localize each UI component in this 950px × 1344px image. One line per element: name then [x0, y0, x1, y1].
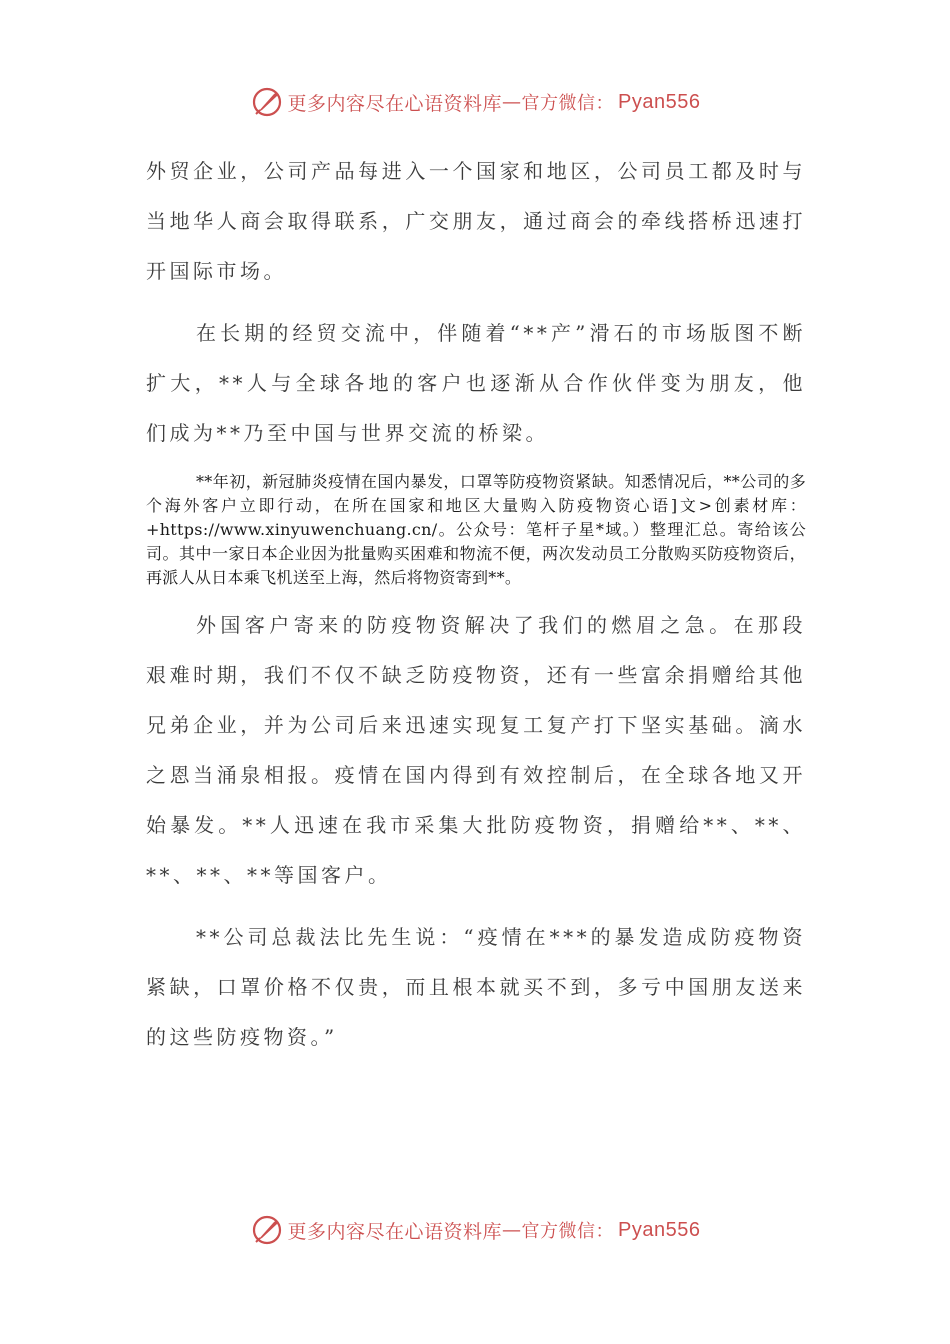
- banner-wechat-label: 官方微信：: [521, 93, 615, 114]
- banner-wechat-label: 官方微信：: [521, 1221, 615, 1242]
- paragraph-5: **公司总裁法比先生说：“疫情在***的暴发造成防疫物资紧缺，口罩价格不仅贵，而且根本就买不到，多亏中国朋友送来的这些防疫物资。”: [146, 925, 806, 1049]
- paragraph-4: 外国客户寄来的防疫物资解决了我们的燃眉之急。在那段艰难时期，我们不仅不缺乏防疫物资，还有一些富余捐赠给其他兄弟企业，并为公司后来迅速实现复工复产打下坚实基础。滴水之恩当涌泉相报。疫情在国内得到有效控制后，在全球各地又开始暴发。**人迅速在我市采集大批防疫物资，捐赠给**、**、**、**、**等国客户。: [146, 613, 806, 887]
- header-banner: [0, 82, 950, 122]
- quill-pen-icon: [250, 1213, 284, 1247]
- banner-text: 更多内容尽在心语资料库: [287, 92, 503, 115]
- footer-banner: [0, 1210, 950, 1250]
- banner-wechat-id: Pyan556: [618, 1218, 701, 1241]
- paragraph-2: 在长期的经贸交流中，伴随着“**产”滑石的市场版图不断扩大，**人与全球各地的客户也逐渐从合作伙伴变为朋友，他们成为**乃至中国与世界交流的桥梁。: [146, 321, 806, 445]
- banner-wechat-id: Pyan556: [618, 90, 701, 113]
- banner-separator: —: [502, 91, 522, 113]
- paragraph-1: 外贸企业，公司产品每进入一个国家和地区，公司员工都及时与当地华人商会取得联系，广交朋友，通过商会的牵线搭桥迅速打开国际市场。: [146, 159, 806, 283]
- banner-separator: —: [502, 1219, 522, 1241]
- banner-text: 更多内容尽在心语资料库: [287, 1220, 503, 1243]
- document-body: [146, 146, 806, 1062]
- quill-pen-icon: [250, 85, 284, 119]
- paragraph-3: **年初，新冠肺炎疫情在国内暴发，口罩等防疫物资紧缺。知悉情况后，**公司的多个海外客户立即行动，在所在国家和地区大量购入防疫物资心语]文>创素材库：+https://www.xinyuwenchuang.cn/。公众号：笔杆子星*域。）整理汇总。寄给该公司。其中一家日本企业因为批量购买困难和物流不便，两次发动员工分散购买防疫物资后，再派人从日本乘飞机送至上海，然后将物资寄到**。: [146, 472, 806, 587]
